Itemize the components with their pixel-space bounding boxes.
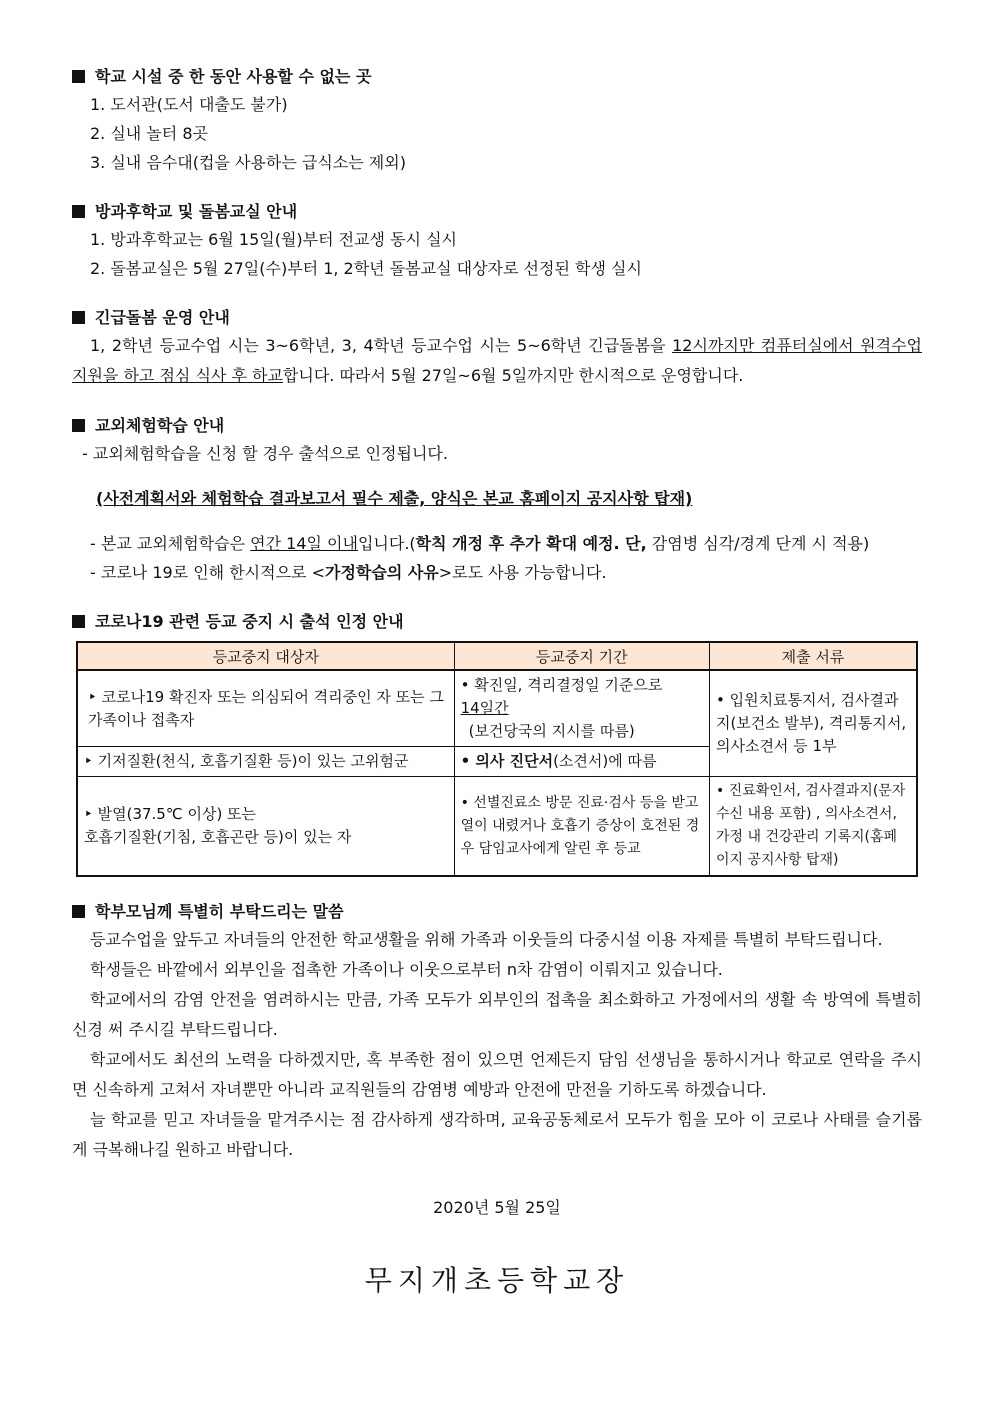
paragraph: 학생들은 바깥에서 외부인을 접촉한 가족이나 이웃으로부터 n차 감염이 이뤄지고 있습니다.: [90, 960, 723, 979]
underlined-text: 연간 14일 이내: [250, 534, 358, 553]
table-cell: • 선별진료소 방문 진료·검사 등을 받고 열이 내렸거나 호흡기 증상이 호전된 경우 담임교사에게 알린 후 등교: [454, 777, 709, 877]
table-cell: ‣ 코로나19 확진자 또는 의심되어 격리중인 자 또는 그 가족이나 접촉자: [77, 670, 454, 747]
list-item: [72, 529, 922, 558]
section-facilities: [72, 64, 922, 177]
list-item: 1. 방과후학교는 6월 15일(월)부터 전교생 동시 실시: [90, 230, 458, 249]
heading-text: 긴급돌봄 운영 안내: [95, 308, 230, 327]
section-heading: [72, 609, 922, 635]
section-emergency-care: [72, 305, 922, 391]
list-item: [72, 558, 922, 587]
table-header-row: [77, 642, 917, 670]
square-bullet-icon: [72, 311, 85, 324]
text-span: 입니다.(: [357, 534, 416, 553]
cell-line: 14일간: [460, 699, 509, 717]
attendance-table: [76, 641, 918, 877]
bold-text: 가정학습의 사유: [325, 563, 439, 582]
issue-date: 2020년 5월 25일: [433, 1198, 561, 1217]
heading-text: 학부모님께 특별히 부탁드리는 말씀: [95, 902, 344, 921]
heading-text: 학교 시설 중 한 동안 사용할 수 없는 곳: [95, 67, 372, 86]
bold-text: • 의사 진단서: [460, 752, 554, 770]
heading-text: 방과후학교 및 돌봄교실 안내: [95, 202, 298, 221]
document-page: [72, 64, 922, 1327]
text-span: 감염병 심각/경계 단계 시 적용): [646, 534, 870, 553]
text-span: 1, 2학년 등교수업 시는 3~6학년, 3, 4학년 등교수업 시는 5~6학년 긴급돌봄을: [90, 336, 673, 355]
list-item: 1. 도서관(도서 대출도 불가): [90, 95, 288, 114]
cell-line: • 확진일, 격리결정일 기준으로: [460, 676, 663, 694]
section-heading: [72, 305, 922, 331]
section-parents-request: [72, 899, 922, 1165]
bold-text: 학칙 개정 후 추가 확대 예정. 단,: [415, 534, 647, 553]
table-cell: [454, 670, 709, 747]
section-afterschool: [72, 199, 922, 283]
cell-line: ‣ 발열(37.5℃ 이상) 또는: [84, 805, 257, 823]
paragraph: 등교수업을 앞두고 자녀들의 안전한 학교생활을 위해 가족과 이웃들의 다중시설 이용 자제를 특별히 부탁드립니다.: [90, 930, 883, 949]
section-heading: [72, 899, 922, 925]
square-bullet-icon: [72, 615, 85, 628]
notice-line: (사전계획서와 체험학습 결과보고서 필수 제출, 양식은 본교 홈페이지 공지사항 탑재): [96, 489, 693, 508]
column-header: 등교중지 기간: [454, 642, 709, 670]
text-span: - 코로나 19로 인해 한시적으로 <: [90, 563, 325, 582]
square-bullet-icon: [72, 205, 85, 218]
text-span: 합니다. 따라서 5월 27일~6월 5일까지만 한시적으로 운영합니다.: [282, 366, 744, 385]
square-bullet-icon: [72, 70, 85, 83]
paragraph: 학교에서도 최선의 노력을 다하겠지만, 혹 부족한 점이 있으면 언제든지 담임 선생님을 통하시거나 학교로 연락을 주시면 신속하게 고쳐서 자녀뿐만 아니라 교직원들의 감염병 예방과 안전에 만전을 기하도록 하겠습니다.: [72, 1050, 922, 1099]
section-heading: [72, 413, 922, 439]
paragraph: 학교에서의 감염 안전을 염려하시는 만큼, 가족 모두가 외부인의 접촉을 최소화하고 가정에서의 생활 속 방역에 특별히 신경 써 주시길 부탁드립니다.: [72, 990, 922, 1039]
table-cell: [77, 777, 454, 877]
list-item: - 교외체험학습을 신청 할 경우 출석으로 인정됩니다.: [82, 444, 448, 463]
text-span: >로도 사용 가능합니다.: [438, 563, 607, 582]
section-heading: [72, 199, 922, 225]
text-span: - 본교 교외체험학습은: [90, 534, 251, 553]
cell-line: (보건당국의 지시를 따름): [468, 722, 635, 740]
table-cell: ‣ 기저질환(천식, 호흡기질환 등)이 있는 고위험군: [77, 747, 454, 777]
list-item: 3. 실내 음수대(컵을 사용하는 급식소는 제외): [90, 153, 406, 172]
cell-line: 호흡기질환(기침, 호흡곤란 등)이 있는 자: [84, 828, 352, 846]
section-heading: [72, 64, 922, 90]
table-cell: [454, 747, 709, 777]
table-cell: • 진료확인서, 검사결과지(문자수신 내용 포함) , 의사소견서, 가정 내 건강관리 기록지(홈페이지 공지사항 탑재): [709, 777, 917, 877]
table-cell: • 입원치료통지서, 검사결과지(보건소 발부), 격리통지서, 의사소견서 등 1부: [709, 670, 917, 777]
heading-text: 코로나19 관련 등교 중지 시 출석 인정 안내: [95, 612, 404, 631]
column-header: 제출 서류: [709, 642, 917, 670]
column-header: 등교중지 대상자: [77, 642, 454, 670]
section-field-trip: [72, 413, 922, 587]
section-attendance: [72, 609, 922, 877]
paragraph: 늘 학교를 믿고 자녀들을 맡겨주시는 점 감사하게 생각하며, 교육공동체로서 모두가 힘을 모아 이 코로나 사태를 슬기롭게 극복해나길 원하고 바랍니다.: [72, 1110, 922, 1159]
table-row: [77, 670, 917, 747]
list-item: 2. 실내 놀터 8곳: [90, 124, 208, 143]
square-bullet-icon: [72, 905, 85, 918]
square-bullet-icon: [72, 419, 85, 432]
text-span: (소견서)에 따름: [553, 752, 657, 770]
table-row: [77, 777, 917, 877]
underlined-text: 12시까지만 컴퓨터실에서 원격수업 지원을 하고 점심 식사 후 하교: [72, 336, 922, 385]
paragraph: [72, 331, 922, 391]
principal-signature: 무지개초등학교장: [364, 1264, 630, 1297]
list-item: 2. 돌봄교실은 5월 27일(수)부터 1, 2학년 돌봄교실 대상자로 선정된 학생 실시: [90, 259, 642, 278]
heading-text: 교외체험학습 안내: [95, 416, 225, 435]
